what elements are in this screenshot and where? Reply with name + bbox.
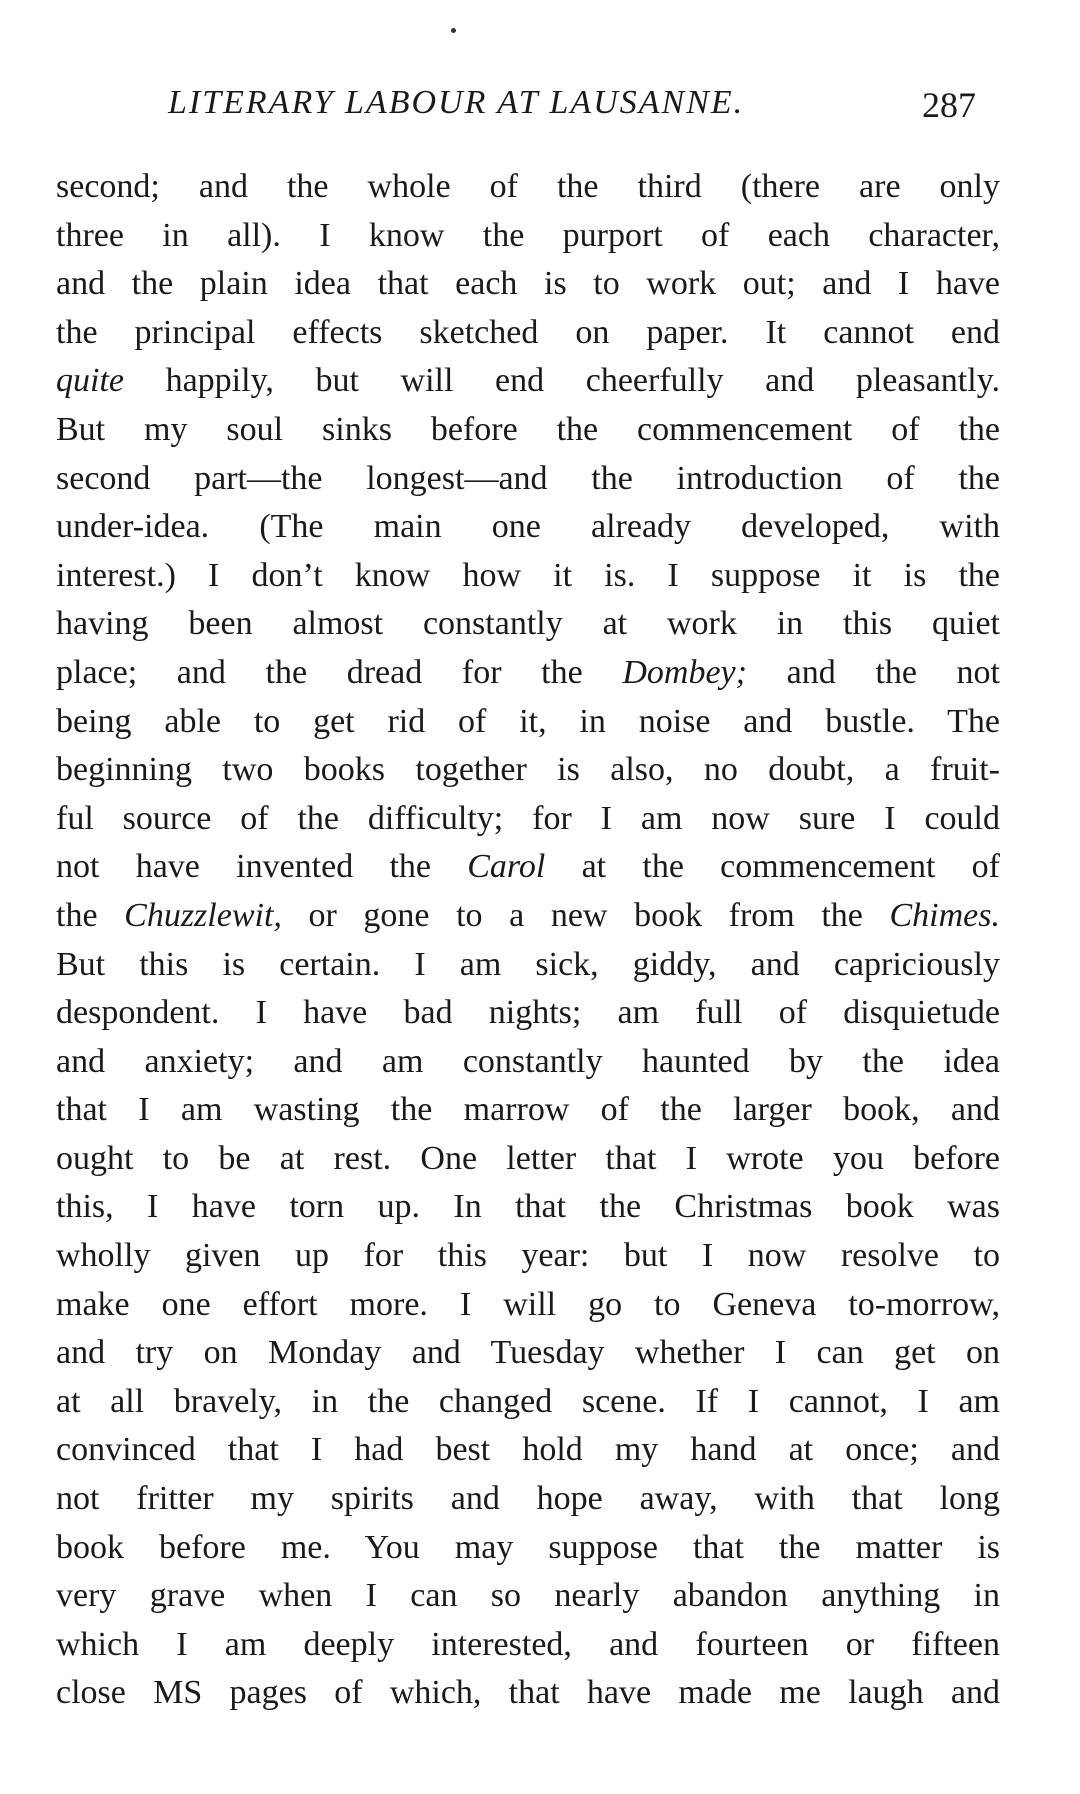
text-run: that I am wasting the marrow of the larger book, and (56, 1091, 1000, 1129)
text-line (56, 1135, 1000, 1184)
text-line (56, 163, 1000, 212)
italic-title: Chuzzlewit, (124, 896, 282, 934)
running-head (0, 76, 1080, 126)
text-run: interest.) I don’t know how it is. I suppose it is the (56, 556, 1000, 594)
text-line (56, 1232, 1000, 1281)
text-run: under-idea. (The main one already developed, with (56, 508, 1000, 546)
text-line (56, 406, 1000, 455)
text-run: despondent. I have bad nights; am full of disquietude (56, 994, 1000, 1032)
text-line (56, 212, 1000, 261)
page-number: 287 (922, 85, 976, 125)
text-line (56, 843, 1000, 892)
running-title: LITERARY LABOUR AT LAUSANNE. (168, 84, 745, 121)
text-line (56, 1329, 1000, 1378)
text-line (56, 552, 1000, 601)
text-run: ful source of the difficulty; for I am now sure I could (56, 799, 1000, 837)
text-run: at all bravely, in the changed scene. If I cannot, I am (56, 1382, 1000, 1420)
text-line (56, 1621, 1000, 1670)
text-run: But my soul sinks before the commencement of the (56, 410, 1000, 448)
text-line (56, 1572, 1000, 1621)
text-run: second; and the whole of the third (there are only (56, 168, 1000, 205)
text-line (56, 309, 1000, 358)
text-run: three in all). I know the purport of each character, (56, 216, 1000, 254)
text-line (56, 892, 1000, 941)
text-run: the principal effects sketched on paper. It cannot end (56, 313, 1000, 351)
italic-title: Dombey; (622, 653, 747, 691)
text-run: which I am deeply interested, and fourteen or fifteen (56, 1625, 1000, 1663)
text-run: beginning two books together is also, no doubt, a fruit- (56, 751, 1000, 789)
text-line (56, 1281, 1000, 1330)
text-run: having been almost constantly at work in this quiet (56, 605, 1000, 643)
text-line (56, 1038, 1000, 1087)
text-run: make one effort more. I will go to Geneva to-morrow, (56, 1285, 1000, 1323)
ink-speck (451, 28, 456, 33)
italic-title: quite (56, 362, 124, 400)
text-run: the (56, 896, 125, 934)
text-line (56, 649, 1000, 698)
text-run: and the plain idea that each is to work out; and I have (56, 265, 1000, 303)
text-run: being able to get rid of it, in noise and bustle. The (56, 702, 1000, 740)
text-run: But this is certain. I am sick, giddy, and capriciously (56, 945, 1000, 983)
text-line (56, 1183, 1000, 1232)
text-run: not fritter my spirits and hope away, with that long (56, 1480, 1000, 1518)
text-line (56, 1475, 1000, 1524)
text-run: very grave when I can so nearly abandon anything in (56, 1577, 1000, 1615)
text-run: wholly given up for this year: but I now resolve to (56, 1237, 1000, 1275)
text-run: place; and the dread for the (56, 653, 623, 691)
text-line (56, 1086, 1000, 1135)
italic-title: Chimes. (889, 896, 1000, 934)
text-run: book before me. You may suppose that the matter is (56, 1528, 1000, 1566)
text-line (56, 1378, 1000, 1427)
text-run: at the commencement of (545, 848, 1000, 886)
text-line (56, 746, 1000, 795)
text-run: not have invented the (56, 848, 468, 886)
text-run: second part—the longest—and the introduction of the (56, 459, 1000, 497)
text-run: and anxiety; and am constantly haunted by the idea (56, 1042, 1000, 1080)
text-line (56, 1524, 1000, 1573)
body-text (56, 163, 1000, 1718)
text-line (56, 1669, 1000, 1718)
text-line (56, 503, 1000, 552)
text-run: close MS pages of which, that have made me laugh and (56, 1674, 1000, 1712)
text-run: or gone to a new book from the (281, 896, 890, 934)
text-line (56, 260, 1000, 309)
text-line (56, 989, 1000, 1038)
text-line (56, 795, 1000, 844)
text-line (56, 1426, 1000, 1475)
text-run: convinced that I had best hold my hand at once; and (56, 1431, 1000, 1469)
text-line (56, 357, 1000, 406)
text-run: happily, but will end cheerfully and pleasantly. (123, 362, 1000, 400)
text-line (56, 600, 1000, 649)
text-line (56, 455, 1000, 504)
text-run: ought to be at rest. One letter that I wrote you before (56, 1139, 1000, 1177)
text-run: this, I have torn up. In that the Christmas book was (56, 1188, 1000, 1226)
text-line (56, 941, 1000, 990)
text-line (56, 698, 1000, 747)
italic-title: Carol (467, 848, 546, 886)
text-run: and try on Monday and Tuesday whether I can get on (56, 1334, 1000, 1372)
text-run: and the not (746, 653, 1000, 691)
